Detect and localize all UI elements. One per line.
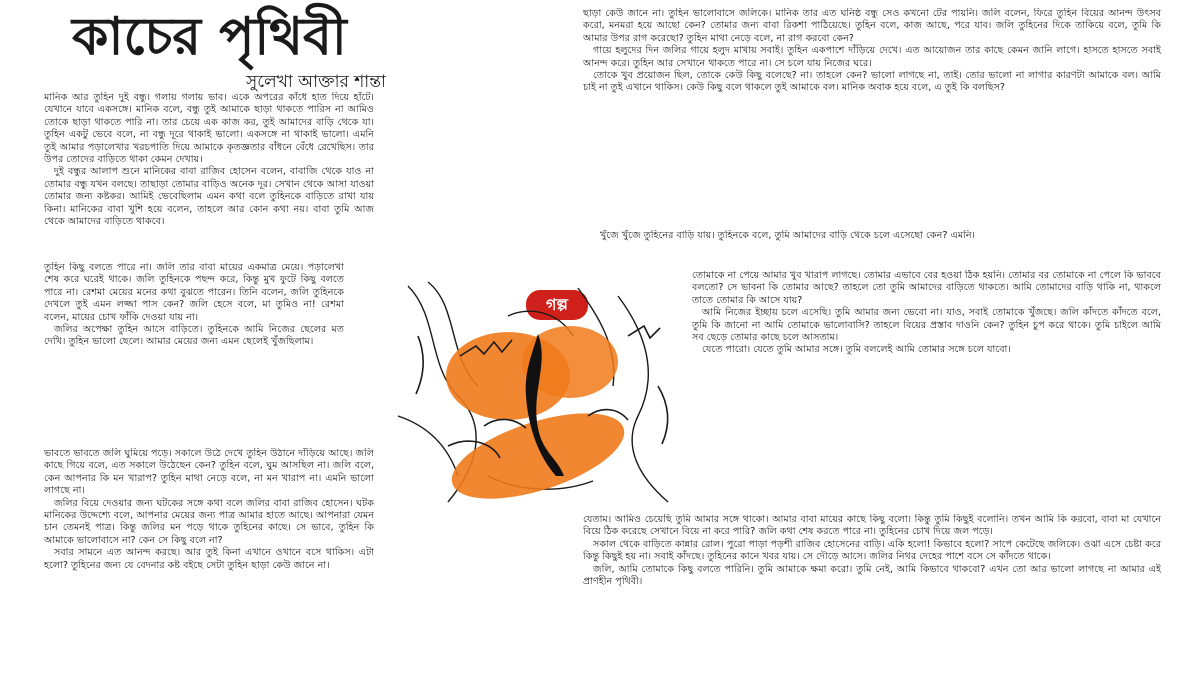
paragraph: তোকে খুব প্রয়োজন ছিল, তোকে কেউ কিছু বলেছে? না। তাহলে কেন? ভালো লাগছে না, তাই। তোর ভালো না লাগার কারণটা আমাকে বল। আমি চাই না তুই এখানে থাকিস। কেউ কিছু বলে থাকলে তুই আমাকে বল। মানিক অবাক হয়ে বলে, এ তুই কি বলছিস?: [583, 70, 1161, 94]
paragraph: খুঁজে খুঁজে তুহিনের বাড়ি যায়। তুহিনকে বলে, তুমি আমাদের বাড়ি থেকে চলে এসেছো কেন? এমনি।: [600, 230, 975, 241]
paragraph: জলির বিয়ে দেওয়ার জন্য ঘটকের সঙ্গে কথা বলে জলির বাবা রাজিব হোসেন। ঘটক মানিকের উদ্দেশ্যে বলে, আপনার মেয়ের জন্য পাত্র আমার হাতে আছে। আপনারা যেমন চান তেমনই পাত্র। কিন্তু জলির মন পড়ে থাকে তুহিনের কাছে। সে ভাবে, তুহিন কি আমাকে ভালোবাসে না? কেন সে কিছু বলে না?: [44, 497, 374, 546]
paragraph: জলির অপেক্ষা তুহিন আসে বাড়িতে। তুহিনকে আমি নিজের ছেলের মত দেখি। তুহিন ভালো ছেলে। আমার মেয়ের জন্য এমন ছেলেই খুঁজছিলাম।: [44, 324, 344, 348]
text-column-right-middle: [692, 270, 1161, 514]
text-column-left-bottom: [44, 448, 374, 666]
paragraph: তুহিন কিছু বলতে পারে না। জলি তার বাবা মায়ের একমাত্র মেয়ে। পড়ালেখা শেষ করে ঘরেই থাকে। জলি তুহিনকে পছন্দ করে, কিন্তু মুখ ফুটে কিছু বলতে পারে না। রেশমা মেয়ের মনের কথা বুঝতে পারেন। তিনি বলেন, জলি তুহিনকে দেখলে তুই এমন লজ্জা পাস কেন? জলি হেসে বলে, মা তুমিও না! রেশমা বলেন, মায়ের চোখ ফাঁকি দেওয়া যায় না।: [44, 262, 344, 323]
text-column-right-upper-middle: [600, 230, 1161, 270]
paragraph: জলি, আমি তোমাকে কিছু বলতে পারিনি। তুমি আমাকে ক্ষমা করো। তুমি নেই, আমি কিভাবে থাকবো? এখন তো আর ভালো লাগছে না আমার এই প্রাণহীন পৃথিবী।: [583, 563, 1161, 588]
paragraph: আমি নিজের ইচ্ছায় চলে এসেছি। তুমি আমার জন্য ভেবো না। যাও, সবাই তোমাকে খুঁজছে। জলি কাঁদতে কাঁদতে বলে, তুমি কি জানো না আমি তোমাকে ভালোবাসি? তাহলে বিয়ের প্রস্তাব দাওনি কেন? তুহিন চুপ করে থাকে। তুমি চাইলে আমি সব ছেড়ে তোমার কাছে চলে আসতাম।: [692, 307, 1161, 344]
paragraph: মানিক আর তুহিন দুই বন্ধু। গলায় গলায় ভাব। একে অপরের কাঁধে হাত দিয়ে হাঁটে। যেখানে যাবে একসঙ্গে। মানিক বলে, বন্ধু তুই আমাকে ছাড়া থাকতে পারিস না আমিও তোকে ছাড়া থাকতে পারি না। তার চেয়ে এক কাজ কর, তুই আমাদের বাড়ি থেকে যা। তুহিন একটু ভেবে বলে, না বন্ধু দূরে থাকাই ভালো। একসঙ্গে না থাকাই ভালো। এমনি তুই আমার পড়ালেখার খরচপাতি দিয়ে আমাকে কৃতজ্ঞতার বাঁধনে বেঁধে রেখেছিস। তার উপর তোদের বাড়িতে থাকা কেমন দেখায়।: [44, 92, 374, 166]
text-column-left-top: [44, 92, 374, 262]
paragraph: তোমাকে না পেয়ে আমার খুব খারাপ লাগছে। তোমার এভাবে বের হওয়া ঠিক হয়নি। তোমার বর তোমাকে না পেলে কি ভাববে বলতো? সে ভাবনা কি তোমার আছে? তাহলে তো তুমি আমাদের বাড়িতে থাকতে। আমি তোমাদের বাড়ি থাকি না, থাকলে তাতে তোমার কি আসে যায়?: [692, 270, 1161, 306]
paragraph: ভাবতে ভাবতে জলি ঘুমিয়ে পড়ে। সকালে উঠে দেখে তুহিন উঠানে দাঁড়িয়ে আছে। জলি কাছে গিয়ে বলে, এত সকালে উঠেছেন কেন? তুহিন বলে, ঘুম আসছিল না। জলি বলে, কেন আপনার কি মন খারাপ? তুহিন মাথা নেড়ে বলে, না মন খারাপ না। এমনি ভালো লাগছে না।: [44, 448, 374, 497]
text-column-right-top: [583, 8, 1161, 230]
author-byline: সুলেখা আক্তার শান্তা: [246, 72, 386, 92]
paragraph: যেতে পারো। যেতে তুমি আমার সঙ্গে। তুমি বললেই আমি তোমার সঙ্গে চলে যাবো।: [702, 344, 1011, 356]
paragraph: গায়ে হলুদের দিন জলির গায়ে হলুদ মাখায় সবাই। তুহিন একপাশে দাঁড়িয়ে দেখে। এত আয়োজন তার কাছে কেমন জানি লাগে। হাসতে হাসতে সবাই আনন্দ করে। তুহিন আর সেখানে থাকতে পারে না। সে চলে যায় নিজের ঘরে।: [583, 45, 1161, 69]
genre-badge: গল্প: [526, 290, 588, 320]
illustration: [388, 276, 688, 512]
paragraph: দুই বন্ধুর আলাপ শুনে মানিকের বাবা রাজিব হোসেন বলেন, বাবাজি থেকে যাও না তোমার বন্ধু যখন বলছে। তাছাড়া তোমার বাড়িও অনেক দূর। সেখান থেকে আসা যাওয়া তোমার জন্য কষ্টকর। আমিই ভেবেছিলাম এমন কথা বলে তুহিনকে বাড়িতে রাখা যায় কিনা। মানিকের বাবা খুশি হয়ে বলেন, তাহলে আর কোন কথা নয়। বাবা তুমি আজ থেকে আমাদের বাড়িতে থাকবে।: [44, 166, 374, 228]
paragraph: যেতাম। আমিও চেয়েছি তুমি আমার সঙ্গে থাকো। আমার বাবা মায়ের কাছে কিছু বলো। কিন্তু তুমি কিছুই বলোনি। তখন আমি কি করবো, বাবা মা যেখানে বিয়ে ঠিক করেছে সেখানে বিয়ে না করে পারি? জলি কথা শেষ করতে পারে না। তুহিনের চোখ দিয়ে জল পড়ে।: [583, 514, 1161, 538]
text-column-right-bottom: [583, 514, 1161, 666]
text-column-left-middle: [44, 262, 344, 448]
paragraph: সবার সামনে এত আনন্দ করছে। আর তুই কিনা এখানে ওখানে বসে থাকিস। এটা হলো? তুহিনের জন্য যে বেদনার কষ্ট বইছে সেটা তুহিন ছাড়া কেউ জানে না।: [44, 547, 374, 571]
paragraph: সকাল থেকে বাড়িতে কান্নার রোল। পুরো পাড়া পড়শী রাজিব হোসেনের বাড়ি। একি হলো! কিভাবে হলো? সাপে কেটেছে জলিকে। ওঝা এসে চেষ্টা করে কিন্তু কিছুই হয় না। সবাই কাঁদছে। তুহিনের কানে খবর যায়। সে দৌড়ে আসে। জলির নিথর দেহের পাশে বসে সে কাঁদতে থাকে।: [583, 538, 1161, 563]
paragraph: ছাড়া কেউ জানে না। তুহিন ভালোবাসে জলিকে। মানিক তার এত ঘনিষ্ঠ বন্ধু সেও কখনো টের পায়নি। জলি বলেন, ফিরে তুহিন বিয়ের আনন্দ উৎসব করো, মনমরা হয়ে আছো কেন? তোমার জন্য বাবা রিকশা পাঠিয়েছে। তুহিন বলে, কাজ আছে, পরে যাব। জলি তুহিনের দিকে তাকিয়ে বলে, তুমি কি আমার উপর রাগ করেছো? তুহিন মাথা নেড়ে বলে, না রাগ করবো কেন?: [583, 8, 1161, 44]
article-title: কাচের পৃথিবী: [72, 6, 347, 67]
